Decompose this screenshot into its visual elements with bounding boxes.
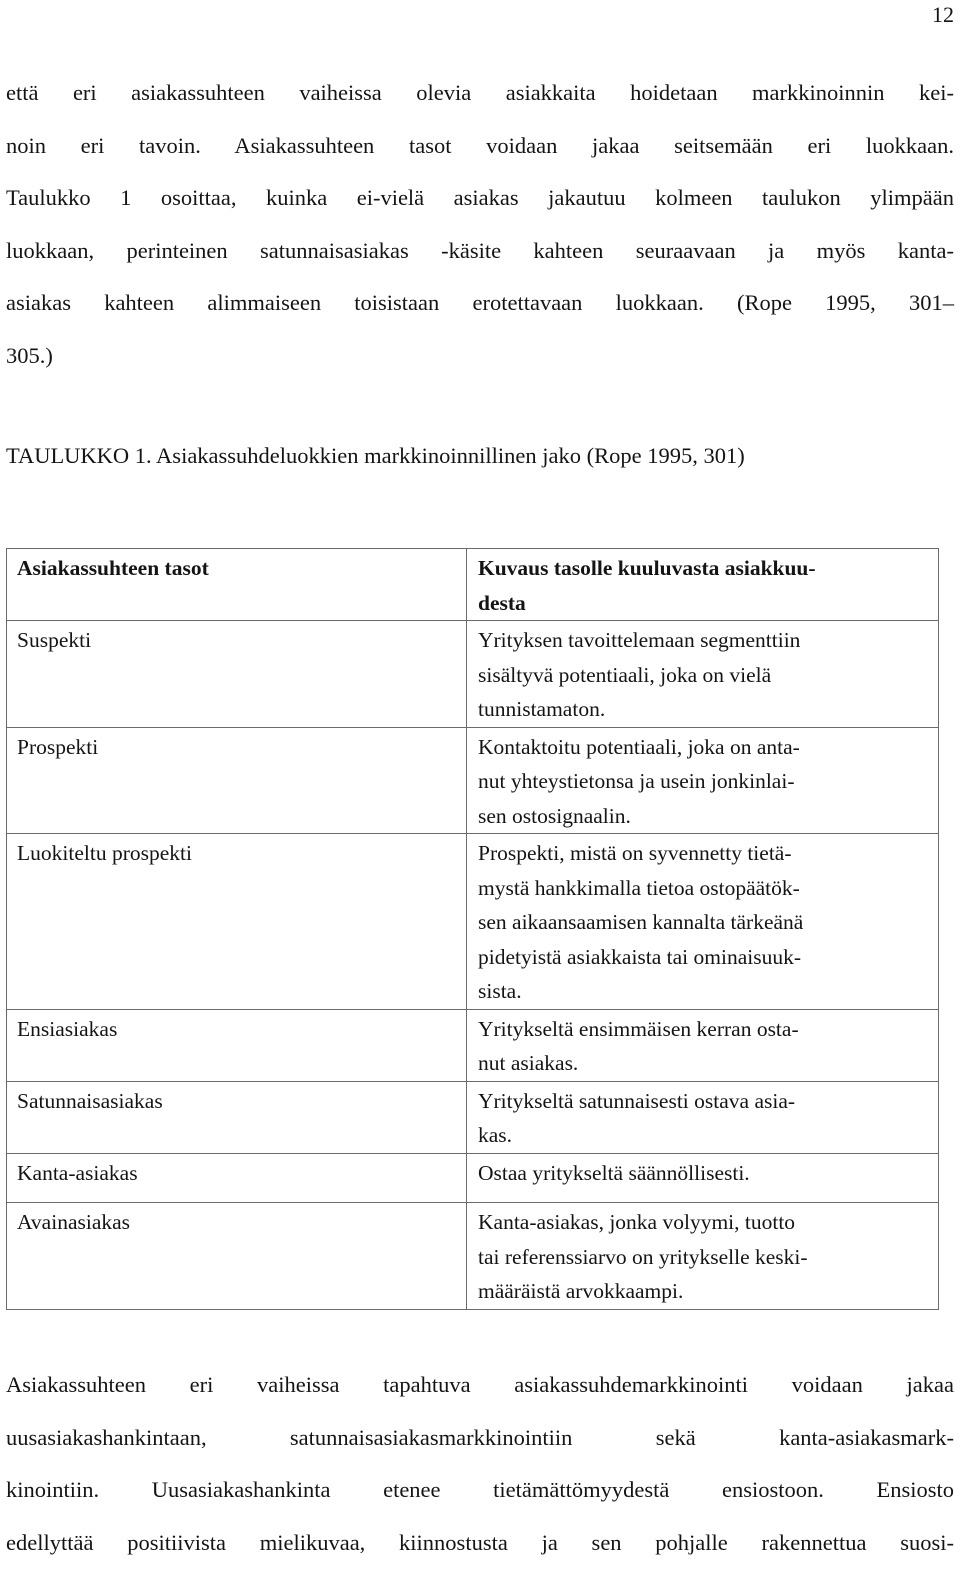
level-cell: Suspekti — [7, 621, 467, 728]
paragraph-line: uusasiakashankintaan, satunnaisasiakasmarkkinointiin sekä kanta-asiakasmark- — [6, 1412, 954, 1465]
description-cell: Ostaa yritykseltä säännöllisesti. — [467, 1153, 939, 1203]
paragraph-line: Asiakassuhteen eri vaiheissa tapahtuva asiakassuhdemarkkinointi voidaan jakaa — [6, 1359, 954, 1412]
paragraph-line: kinointiin. Uusasiakashankinta etenee tietämättömyydestä ensiostoon. Ensiosto — [6, 1464, 954, 1517]
table-row — [7, 1153, 939, 1203]
description-cell: Yrityksen tavoittelemaan segmenttiin sisältyvä potentiaali, joka on vielä tunnistamaton. — [467, 621, 939, 728]
paragraph-line: asiakas kahteen alimmaiseen toisistaan erotettavaan luokkaan. (Rope 1995, 301– — [6, 277, 954, 330]
table-row — [7, 727, 939, 834]
header-cell-levels: Asiakassuhteen tasot — [7, 549, 467, 621]
description-cell: Yritykseltä satunnaisesti ostava asia- kas. — [467, 1081, 939, 1153]
table-row — [7, 1009, 939, 1081]
paragraph-line: Taulukko 1 osoittaa, kuinka ei-vielä asiakas jakautuu kolmeen taulukon ylimpään — [6, 172, 954, 225]
level-cell: Satunnaisasiakas — [7, 1081, 467, 1153]
description-cell: Yritykseltä ensimmäisen kerran osta- nut asiakas. — [467, 1009, 939, 1081]
level-cell: Luokiteltu prospekti — [7, 834, 467, 1010]
page-number: 12 — [932, 2, 954, 28]
level-cell: Prospekti — [7, 727, 467, 834]
paragraph-line: luokkaan, perinteinen satunnaisasiakas -käsite kahteen seuraavaan ja myös kanta- — [6, 225, 954, 278]
level-cell: Ensiasiakas — [7, 1009, 467, 1081]
paragraph-line: että eri asiakassuhteen vaiheissa olevia asiakkaita hoidetaan markkinoinnin kei- — [6, 67, 954, 120]
customer-relationship-table — [6, 548, 939, 1310]
table-header-row — [7, 549, 939, 621]
table-row — [7, 1203, 939, 1310]
level-cell: Kanta-asiakas — [7, 1153, 467, 1203]
description-cell: Kontaktoitu potentiaali, joka on anta- nut yhteystietonsa ja usein jonkinlai- sen ostosignaalin. — [467, 727, 939, 834]
description-cell: Kanta-asiakas, jonka volyymi, tuotto tai referenssiarvo on yritykselle keski- määräistä arvokkaampi. — [467, 1203, 939, 1310]
description-cell: Prospekti, mistä on syvennetty tietä- mystä hankkimalla tietoa ostopäätök- sen aikaansaamisen kannalta tärkeänä pidetyistä asiakkaista tai ominaisuuk- sista. — [467, 834, 939, 1010]
intro-paragraph — [6, 67, 954, 382]
paragraph-line: 305.) — [6, 330, 954, 383]
paragraph-line: noin eri tavoin. Asiakassuhteen tasot voidaan jakaa seitsemään eri luokkaan. — [6, 120, 954, 173]
table-row — [7, 1081, 939, 1153]
paragraph-line: edellyttää positiivista mielikuvaa, kiinnostusta ja sen pohjalle rakennettua suosi- — [6, 1517, 954, 1569]
closing-paragraph — [6, 1359, 954, 1569]
table-caption: TAULUKKO 1. Asiakassuhdeluokkien markkinoinnillinen jako (Rope 1995, 301) — [6, 443, 745, 469]
table-row — [7, 834, 939, 1010]
table-row — [7, 621, 939, 728]
header-cell-description: Kuvaus tasolle kuuluvasta asiakkuu- desta — [467, 549, 939, 621]
level-cell: Avainasiakas — [7, 1203, 467, 1310]
